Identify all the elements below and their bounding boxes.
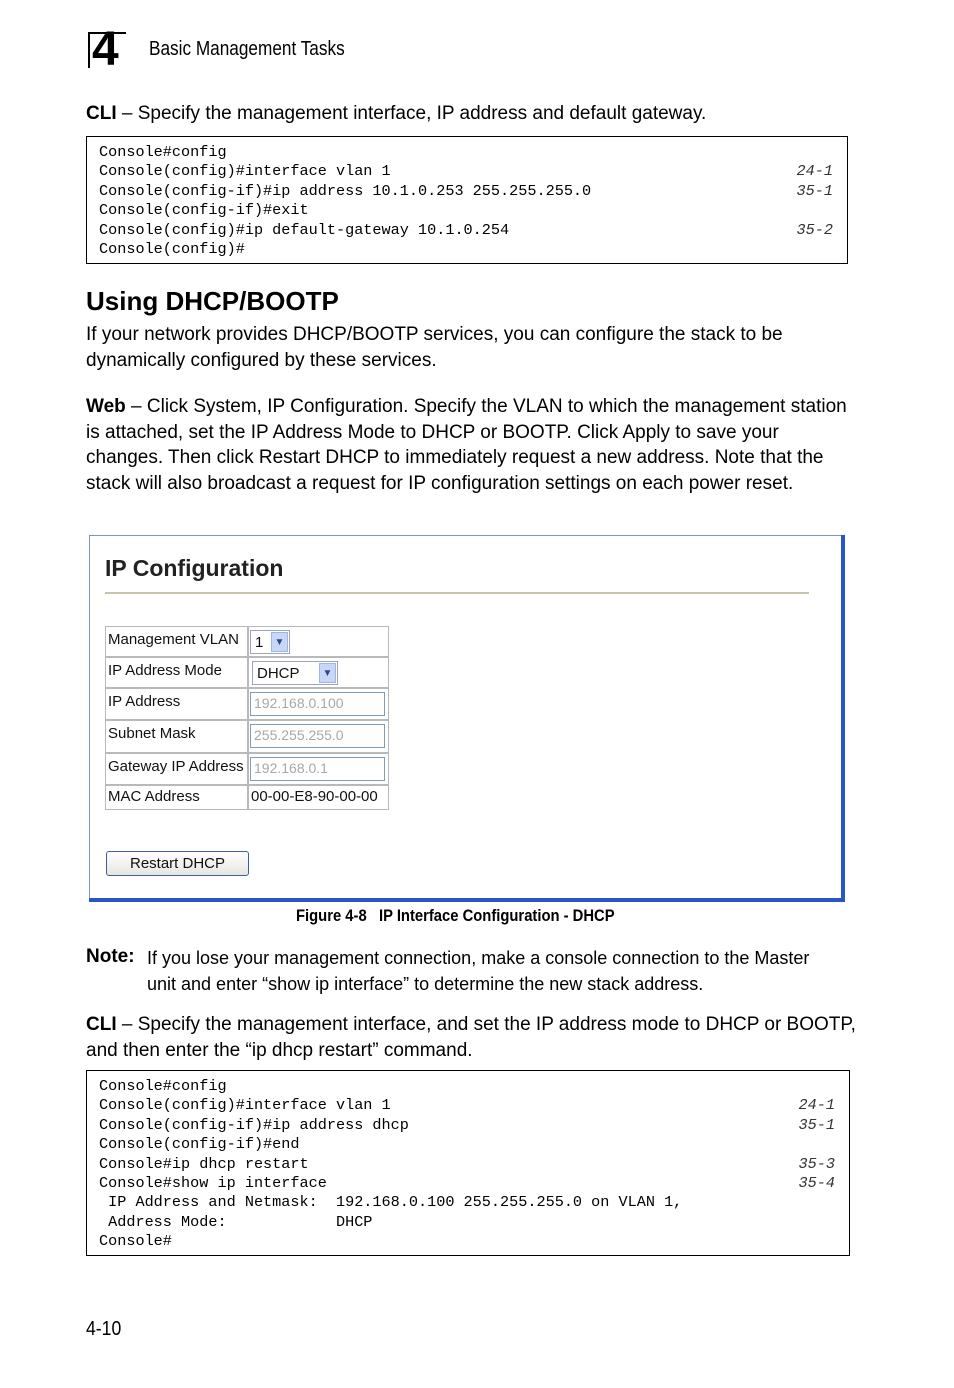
section-paragraph: If your network provides DHCP/BOOTP services, you can configure the stack to be dynamically configured by these services. (86, 324, 783, 371)
chevron-down-icon[interactable]: ▼ (271, 632, 288, 652)
ip-address-mode-cell (248, 657, 389, 688)
dhcp-cli-label: CLI (86, 1014, 117, 1035)
subnet-mask-input[interactable]: 255.255.255.0 (250, 724, 385, 748)
code-line: Console(config-if)#ip address dhcp (99, 1115, 409, 1134)
management-vlan-select[interactable] (250, 630, 290, 654)
intro-cli-paragraph (86, 101, 866, 127)
code-line: Console#config (99, 1077, 227, 1095)
note-label: Note: (86, 946, 135, 967)
ip-address-mode-value: DHCP (257, 665, 300, 682)
code-line: Console(config)#interface vlan 1 (99, 1096, 391, 1115)
code-ref: 35-3 (798, 1154, 835, 1173)
code-ref: 35-1 (798, 1115, 835, 1134)
window-border-right (841, 535, 845, 902)
code-block-2 (86, 1070, 850, 1256)
code-ref: 24-1 (798, 1096, 835, 1115)
web-label: Web (86, 396, 126, 417)
management-vlan-value: 1 (255, 634, 264, 651)
restart-dhcp-button[interactable]: Restart DHCP (106, 851, 249, 876)
management-vlan-label: Management VLAN (105, 626, 248, 657)
code-line: Console(config-if)#exit (99, 201, 309, 220)
code-line: Address Mode: DHCP (99, 1212, 373, 1231)
mac-address-label: MAC Address (105, 785, 248, 810)
gateway-ip-input[interactable]: 192.168.0.1 (250, 757, 385, 781)
code-ref: 35-1 (796, 181, 833, 200)
subnet-mask-label: Subnet Mask (105, 720, 248, 753)
intro-cli-label: CLI (86, 103, 117, 124)
dhcp-cli-text: – Specify the management interface, and set the IP address mode to DHCP or BOOTP, and then enter the “ip dhcp restart” command. (86, 1014, 856, 1061)
web-text: – Click System, IP Configuration. Specify the VLAN to which the management station is attached, set the IP Address Mode to DHCP or BOOTP. Click Apply to save your changes. Then click Restart DHCP to immediately request a new address. Note that the stack will also broadcast a request for IP configuration settings on each power reset. (86, 396, 847, 494)
chevron-down-icon[interactable]: ▼ (319, 663, 336, 683)
subnet-mask-cell (248, 720, 389, 753)
window-border-bottom (89, 898, 845, 902)
screenshot-title: IP Configuration (105, 555, 284, 581)
code-line: Console# (99, 1232, 172, 1251)
code-line: Console(config)# (99, 240, 245, 258)
management-vlan-cell (248, 626, 389, 657)
gateway-ip-label: Gateway IP Address (105, 753, 248, 785)
page-number: 4-10 (86, 1318, 122, 1340)
chapter-number: 4 (92, 23, 118, 76)
code-ref: 35-2 (796, 220, 833, 239)
gateway-ip-cell (248, 753, 389, 785)
intro-cli-text: – Specify the management interface, IP address and default gateway. (116, 103, 707, 124)
code-line: Console#config (99, 143, 227, 161)
ip-address-label: IP Address (105, 688, 248, 720)
running-header: Basic Management Tasks (149, 38, 345, 60)
dhcp-cli-paragraph (86, 1012, 856, 1063)
ip-config-table (105, 626, 389, 810)
ip-address-input[interactable]: 192.168.0.100 (250, 692, 385, 716)
ip-address-cell (248, 688, 389, 720)
code-line: IP Address and Netmask: 192.168.0.100 255.255.255.0 on VLAN 1, (99, 1193, 683, 1212)
code-line: Console#ip dhcp restart (99, 1154, 309, 1173)
code-line: Console#show ip interface (99, 1174, 327, 1192)
section-heading: Using DHCP/BOOTP (86, 286, 339, 316)
ip-address-mode-label: IP Address Mode (105, 657, 248, 688)
code-line: Console(config-if)#end (99, 1135, 300, 1154)
code-ref: 24-1 (796, 162, 833, 181)
code-line: Console(config)#interface vlan 1 (99, 162, 391, 181)
code-line: Console(config-if)#ip address 10.1.0.253 255.255.255.0 (99, 181, 592, 200)
chapter-number-box (88, 23, 126, 76)
mac-address-value: 00-00-E8-90-00-00 (248, 785, 389, 810)
note-text: If you lose your management connection, make a console connection to the Master unit and enter “show ip interface” to determine the new stack address. (147, 948, 810, 994)
figure-caption: Figure 4-8 IP Interface Configuration - DHCP (296, 906, 615, 925)
code-ref: 35-4 (798, 1174, 835, 1192)
ip-address-mode-select[interactable] (252, 661, 338, 685)
code-block-1 (86, 136, 848, 264)
title-divider (105, 592, 809, 594)
code-line: Console(config)#ip default-gateway 10.1.0.254 (99, 220, 510, 239)
web-paragraph (86, 394, 856, 496)
